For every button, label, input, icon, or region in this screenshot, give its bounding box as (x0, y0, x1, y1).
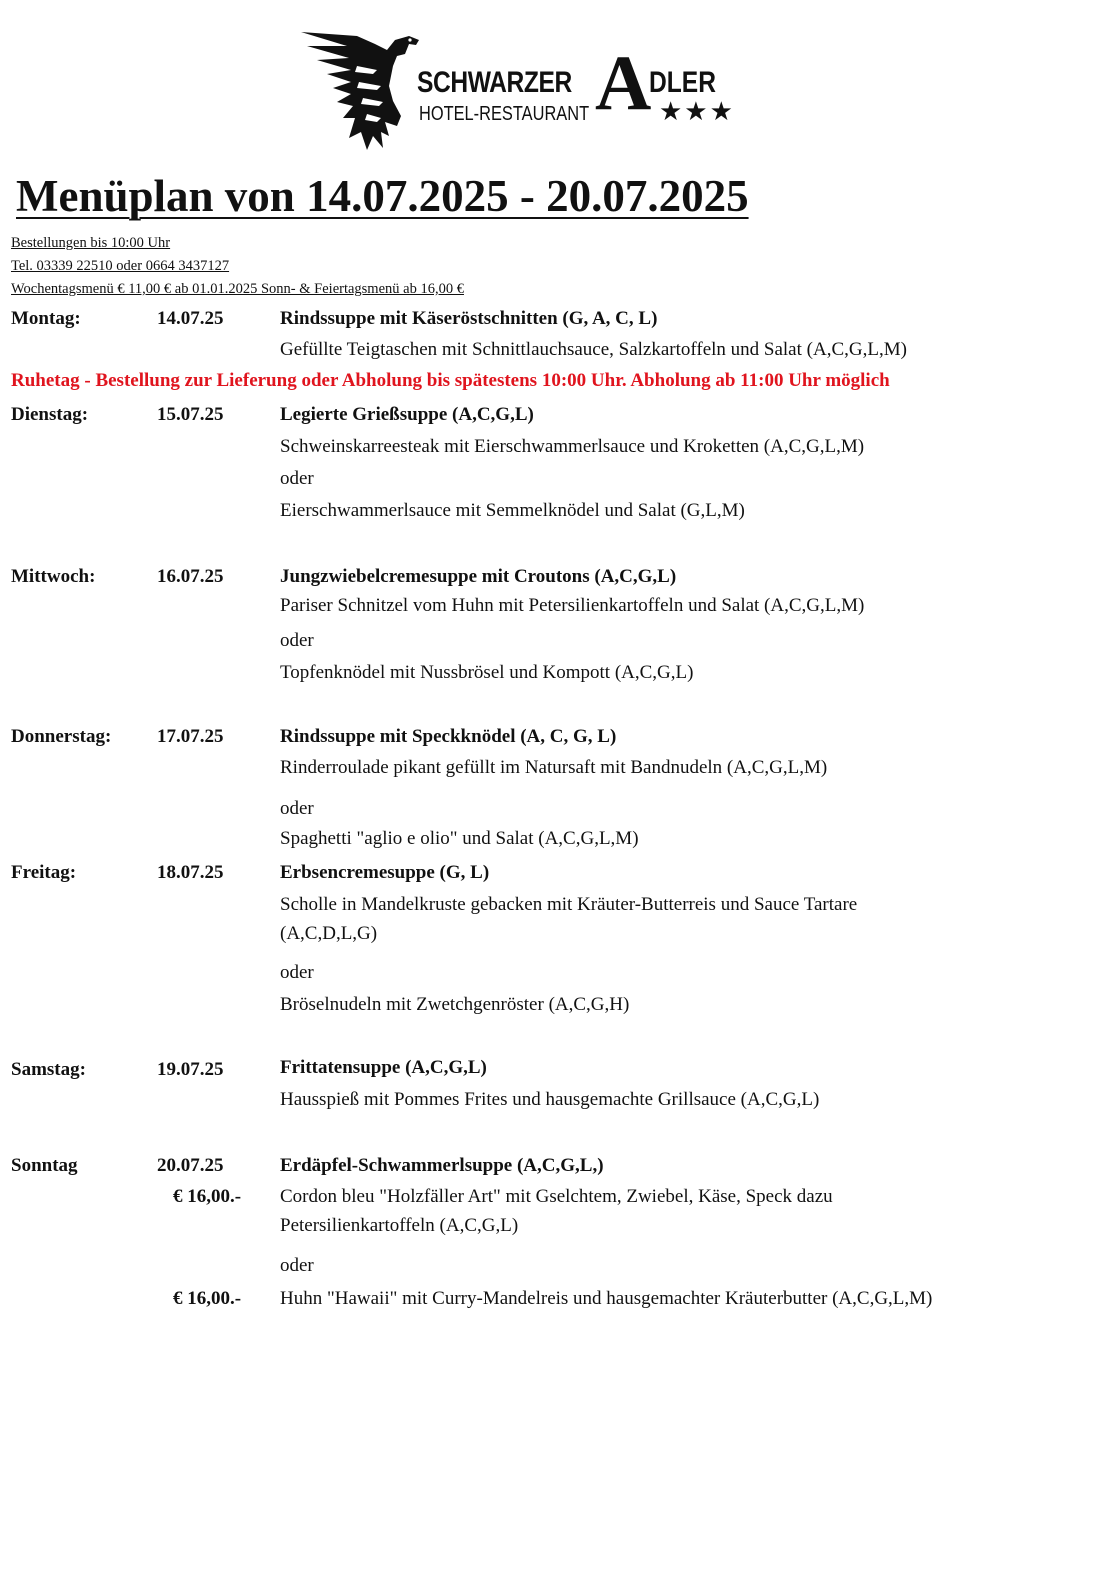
monday-main: Gefüllte Teigtaschen mit Schnittlauchsauce, Salzkartoffeln und Salat (A,C,G,L,M) (280, 339, 907, 360)
sunday-or: oder (280, 1255, 314, 1276)
wednesday-soup: Jungzwiebelcremesuppe mit Croutons (A,C,G,L) (280, 566, 677, 587)
saturday-date: 19.07.25 (157, 1059, 224, 1080)
tuesday-date: 15.07.25 (157, 404, 224, 425)
sunday-soup: Erdäpfel-Schwammerlsuppe (A,C,G,L,) (280, 1155, 604, 1176)
thursday-main-1: Rinderroulade pikant gefüllt im Natursaft mit Bandnudeln (A,C,G,L,M) (280, 757, 828, 778)
wednesday-main-2: Topfenknödel mit Nussbrösel und Kompott (A,C,G,L) (280, 662, 694, 683)
saturday-main: Hausspieß mit Pommes Frites und hausgemachte Grillsauce (A,C,G,L) (280, 1089, 820, 1110)
brand-subtitle: HOTEL-RESTAURANT (419, 103, 590, 125)
friday-main-1-allergens: (A,C,D,L,G) (280, 923, 378, 944)
sunday-main-1: Cordon bleu "Holzfäller Art" mit Gselchtem, Zwiebel, Käse, Speck dazu (280, 1186, 833, 1207)
tuesday-main-1: Schweinskarreesteak mit Eierschwammerlsauce und Kroketten (A,C,G,L,M) (280, 436, 865, 457)
wednesday-day: Mittwoch: (11, 566, 96, 587)
friday-or: oder (280, 962, 314, 983)
saturday-day: Samstag: (11, 1059, 86, 1080)
saturday-soup: Frittatensuppe (A,C,G,L) (280, 1057, 487, 1078)
order-deadline: Bestellungen bis 10:00 Uhr (11, 235, 171, 251)
monday-day: Montag: (11, 308, 81, 329)
eagle-icon (297, 26, 427, 156)
closed-day-notice: Ruhetag - Bestellung zur Lieferung oder Abholung bis spätestens 10:00 Uhr. Abholung ab 11:00 Uhr möglich (11, 370, 890, 391)
friday-main-1: Scholle in Mandelkruste gebacken mit Kräuter-Butterreis und Sauce Tartare (280, 894, 858, 915)
sunday-price-1: € 16,00.- (173, 1186, 242, 1207)
friday-day: Freitag: (11, 862, 77, 883)
wednesday-or: oder (280, 630, 314, 651)
tuesday-day: Dienstag: (11, 404, 89, 425)
sunday-date: 20.07.25 (157, 1155, 224, 1176)
friday-date: 18.07.25 (157, 862, 224, 883)
thursday-soup: Rindssuppe mit Speckknödel (A, C, G, L) (280, 726, 617, 747)
tuesday-soup: Legierte Grießsuppe (A,C,G,L) (280, 404, 534, 425)
brand-name-left: SCHWARZER (417, 66, 572, 99)
price-info: Wochentagsmenü € 11,00 € ab 01.01.2025 Sonn- & Feiertagsmenü ab 16,00 € (11, 281, 464, 297)
friday-main-2: Bröselnudeln mit Zwetchgenröster (A,C,G,H) (280, 994, 630, 1015)
monday-date: 14.07.25 (157, 308, 224, 329)
thursday-date: 17.07.25 (157, 726, 224, 747)
restaurant-logo (297, 26, 737, 158)
thursday-day: Donnerstag: (11, 726, 112, 747)
wednesday-main-1: Pariser Schnitzel vom Huhn mit Petersilienkartoffeln und Salat (A,C,G,L,M) (280, 595, 865, 616)
sunday-main-1-line-2: Petersilienkartoffeln (A,C,G,L) (280, 1215, 519, 1236)
wednesday-date: 16.07.25 (157, 566, 224, 587)
sunday-day: Sonntag (11, 1155, 78, 1176)
sunday-main-2: Huhn "Hawaii" mit Curry-Mandelreis und hausgemachter Kräuterbutter (A,C,G,L,M) (280, 1288, 933, 1309)
brand-initial: A (595, 39, 652, 126)
tuesday-or: oder (280, 468, 314, 489)
tuesday-main-2: Eierschwammerlsauce mit Semmelknödel und Salat (G,L,M) (280, 500, 745, 521)
sunday-price-2: € 16,00.- (173, 1288, 242, 1309)
thursday-or: oder (280, 798, 314, 819)
page-title: Menüplan von 14.07.2025 - 20.07.2025 (16, 171, 749, 221)
rating-stars: ★★★ (659, 96, 735, 126)
friday-soup: Erbsencremesuppe (G, L) (280, 862, 490, 883)
monday-soup: Rindssuppe mit Käseröstschnitten (G, A, C, L) (280, 308, 658, 329)
phone-numbers: Tel. 03339 22510 oder 0664 3437127 (11, 258, 230, 274)
brand-name-right: DLER (649, 66, 716, 99)
thursday-main-2: Spaghetti "aglio e olio" und Salat (A,C,G,L,M) (280, 828, 639, 849)
